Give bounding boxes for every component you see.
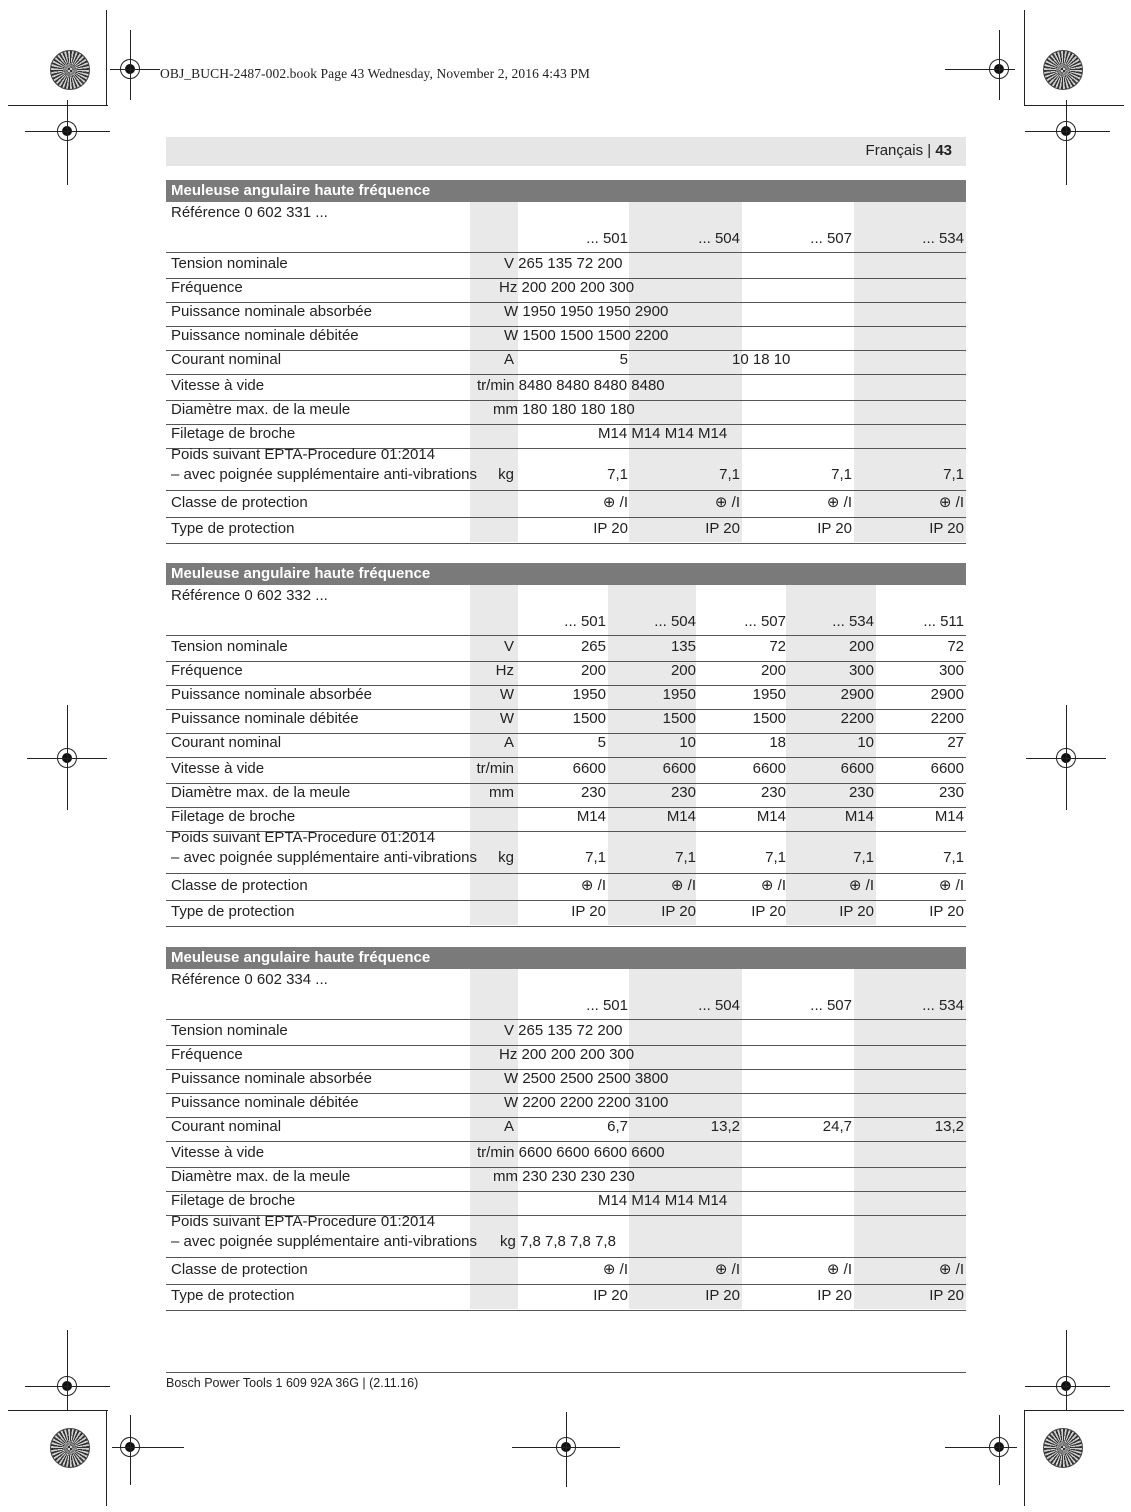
row-label: Type de protection bbox=[171, 1287, 295, 1304]
row-value: IP 20 bbox=[929, 520, 964, 537]
column-shade bbox=[629, 202, 742, 542]
row-label: Puissance nominale absorbée bbox=[171, 686, 372, 703]
row-rule bbox=[166, 926, 966, 927]
row-value: 6600 bbox=[752, 760, 786, 777]
color-bar-icon bbox=[1043, 1428, 1083, 1468]
column-header: ... 501 bbox=[564, 613, 606, 630]
row-label: Puissance nominale absorbée bbox=[171, 1070, 372, 1087]
row-label: Puissance nominale débitée bbox=[171, 327, 359, 344]
column-shade bbox=[470, 585, 518, 925]
row-value: 7,1 bbox=[831, 466, 852, 483]
row-value: ⊕ /I bbox=[580, 877, 606, 894]
row-label: Courant nominal bbox=[171, 351, 282, 368]
column-shade bbox=[470, 202, 518, 542]
row-unit: kg bbox=[498, 849, 514, 866]
row-value: 1500 bbox=[662, 710, 696, 727]
spec-table bbox=[166, 947, 966, 1312]
row-rule bbox=[166, 1141, 966, 1142]
row-value: 24,7 bbox=[822, 1118, 852, 1135]
row-value: IP 20 bbox=[661, 903, 696, 920]
column-header: ... 501 bbox=[586, 230, 628, 247]
row-label: Vitesse à vide bbox=[171, 377, 265, 394]
row-value: 7,1 bbox=[607, 466, 628, 483]
row-value-text: V 265 135 72 200 bbox=[504, 1022, 623, 1039]
row-unit: A bbox=[503, 1118, 514, 1135]
row-value: IP 20 bbox=[751, 903, 786, 920]
row-label-detail: – avec poignée supplémentaire anti-vibrations bbox=[171, 466, 478, 483]
row-value: 6,7 bbox=[607, 1118, 628, 1135]
row-value-text: Hz 200 200 200 300 bbox=[499, 1046, 635, 1063]
row-label: Classe de protection bbox=[171, 494, 308, 511]
row-label: Courant nominal bbox=[171, 1118, 282, 1135]
row-value: 2900 bbox=[930, 686, 964, 703]
row-rule bbox=[166, 374, 966, 375]
column-shade bbox=[629, 969, 742, 1309]
row-label: Poids suivant EPTA-Procedure 01:2014 bbox=[171, 829, 436, 846]
row-label-detail: – avec poignée supplémentaire anti-vibrations bbox=[171, 849, 478, 866]
row-rule bbox=[166, 1284, 966, 1285]
row-label: Courant nominal bbox=[171, 734, 282, 751]
row-rule bbox=[166, 635, 966, 636]
row-value: 13,2 bbox=[934, 1118, 964, 1135]
spec-table bbox=[166, 180, 966, 545]
row-value: IP 20 bbox=[705, 520, 740, 537]
color-bar-icon bbox=[50, 50, 90, 90]
row-unit: W bbox=[499, 686, 514, 703]
row-value: 230 bbox=[760, 784, 786, 801]
row-rule bbox=[166, 1257, 966, 1258]
row-value: ⊕ /I bbox=[826, 1261, 852, 1278]
row-label: Diamètre max. de la meule bbox=[171, 401, 351, 418]
row-value: 18 bbox=[769, 734, 786, 751]
row-value: 230 bbox=[938, 784, 964, 801]
row-value: 200 bbox=[580, 662, 606, 679]
row-value-text: mm 180 180 180 180 bbox=[493, 401, 635, 418]
page-footer: Bosch Power Tools 1 609 92A 36G | (2.11.16) bbox=[166, 1376, 419, 1390]
row-label: Diamètre max. de la meule bbox=[171, 784, 351, 801]
row-label: Tension nominale bbox=[171, 638, 288, 655]
row-value-text: M14 M14 M14 M14 bbox=[598, 1192, 728, 1209]
color-bar-icon bbox=[1043, 50, 1083, 90]
column-shade bbox=[854, 969, 966, 1309]
row-label: Classe de protection bbox=[171, 877, 308, 894]
column-header: ... 507 bbox=[744, 613, 786, 630]
print-imprint: OBJ_BUCH-2487-002.book Page 43 Wednesday, November 2, 2016 4:43 PM bbox=[160, 66, 590, 81]
row-label: Tension nominale bbox=[171, 255, 288, 272]
row-value: 7,1 bbox=[765, 849, 786, 866]
row-value: ⊕ /I bbox=[938, 877, 964, 894]
row-value: M14 bbox=[576, 808, 606, 825]
row-label: Vitesse à vide bbox=[171, 1144, 265, 1161]
row-unit: mm bbox=[489, 784, 514, 801]
row-value: 230 bbox=[580, 784, 606, 801]
table-title: Meuleuse angulaire haute fréquence bbox=[166, 947, 966, 969]
row-rule bbox=[166, 252, 966, 253]
row-value: ⊕ /I bbox=[760, 877, 786, 894]
row-label: Puissance nominale débitée bbox=[171, 710, 359, 727]
row-value: 2200 bbox=[930, 710, 964, 727]
row-label: Puissance nominale débitée bbox=[171, 1094, 359, 1111]
column-header: ... 507 bbox=[810, 230, 852, 247]
column-header: ... 511 bbox=[923, 613, 964, 630]
row-label: Fréquence bbox=[171, 279, 243, 296]
row-label: Classe de protection bbox=[171, 1261, 308, 1278]
row-value: 2900 bbox=[840, 686, 874, 703]
footer-rule bbox=[166, 1372, 966, 1373]
row-label: Filetage de broche bbox=[171, 425, 296, 442]
column-shade bbox=[470, 969, 518, 1309]
row-value: ⊕ /I bbox=[714, 494, 740, 511]
row-value: 135 bbox=[670, 638, 696, 655]
row-value: ⊕ /I bbox=[826, 494, 852, 511]
row-value: IP 20 bbox=[929, 1287, 964, 1304]
row-value: 300 bbox=[848, 662, 874, 679]
row-rule bbox=[166, 517, 966, 518]
row-value: ⊕ /I bbox=[938, 494, 964, 511]
language-label: Français bbox=[865, 142, 924, 159]
row-value: 7,1 bbox=[675, 849, 696, 866]
column-header: ... 534 bbox=[922, 230, 964, 247]
row-unit: V bbox=[503, 638, 514, 655]
row-value-text: V 265 135 72 200 bbox=[504, 255, 623, 272]
row-value-text: W 1950 1950 1950 2900 bbox=[504, 303, 669, 320]
row-value: 72 bbox=[769, 638, 786, 655]
table-title: Meuleuse angulaire haute fréquence bbox=[166, 563, 966, 585]
row-value: 7,1 bbox=[943, 466, 964, 483]
row-value: 1950 bbox=[662, 686, 696, 703]
row-unit: kg bbox=[498, 466, 514, 483]
row-label: Type de protection bbox=[171, 903, 295, 920]
column-header: ... 504 bbox=[698, 230, 740, 247]
row-value: 1500 bbox=[572, 710, 606, 727]
row-rule bbox=[166, 873, 966, 874]
row-unit: W bbox=[499, 710, 514, 727]
row-label-detail: – avec poignée supplémentaire anti-vibrations bbox=[171, 1233, 478, 1250]
row-value: 230 bbox=[670, 784, 696, 801]
row-value-text: tr/min 6600 6600 6600 6600 bbox=[477, 1144, 665, 1161]
row-value: 7,1 bbox=[719, 466, 740, 483]
row-unit: tr/min bbox=[476, 760, 514, 777]
spec-table bbox=[166, 563, 966, 928]
column-shade bbox=[854, 202, 966, 542]
page-header bbox=[166, 137, 966, 166]
row-label: Poids suivant EPTA-Procedure 01:2014 bbox=[171, 1213, 436, 1230]
row-rule bbox=[166, 757, 966, 758]
column-shade bbox=[786, 585, 876, 925]
row-rule bbox=[166, 543, 966, 544]
row-value: 1500 bbox=[752, 710, 786, 727]
row-value: 10 bbox=[679, 734, 696, 751]
row-value: 230 bbox=[848, 784, 874, 801]
row-value: 200 bbox=[760, 662, 786, 679]
table-title: Meuleuse angulaire haute fréquence bbox=[166, 180, 966, 202]
column-header: ... 504 bbox=[698, 997, 740, 1014]
row-value: 10 18 10 bbox=[732, 351, 791, 368]
row-value: M14 bbox=[756, 808, 786, 825]
row-value: 6600 bbox=[930, 760, 964, 777]
column-header: ... 501 bbox=[586, 997, 628, 1014]
row-value: 200 bbox=[670, 662, 696, 679]
row-unit: Hz bbox=[495, 662, 514, 679]
row-value: IP 20 bbox=[593, 520, 628, 537]
row-value: 27 bbox=[947, 734, 964, 751]
row-label: Fréquence bbox=[171, 662, 243, 679]
row-value: ⊕ /I bbox=[602, 494, 628, 511]
row-value: 200 bbox=[848, 638, 874, 655]
row-label: Puissance nominale absorbée bbox=[171, 303, 372, 320]
row-value: ⊕ /I bbox=[938, 1261, 964, 1278]
row-value: 265 bbox=[580, 638, 606, 655]
row-rule bbox=[166, 900, 966, 901]
row-rule bbox=[166, 490, 966, 491]
row-unit: A bbox=[503, 734, 514, 751]
row-label: Type de protection bbox=[171, 520, 295, 537]
row-value: IP 20 bbox=[817, 1287, 852, 1304]
row-label: Filetage de broche bbox=[171, 808, 296, 825]
row-value: 6600 bbox=[662, 760, 696, 777]
row-value: 2200 bbox=[840, 710, 874, 727]
row-value: 1950 bbox=[752, 686, 786, 703]
column-shade bbox=[608, 585, 696, 925]
row-label: Vitesse à vide bbox=[171, 760, 265, 777]
row-value: 13,2 bbox=[710, 1118, 740, 1135]
row-value-text: W 2500 2500 2500 3800 bbox=[504, 1070, 669, 1087]
row-value: 6600 bbox=[840, 760, 874, 777]
row-label: Diamètre max. de la meule bbox=[171, 1168, 351, 1185]
row-value: 10 bbox=[857, 734, 874, 751]
row-value-text: kg 7,8 7,8 7,8 7,8 bbox=[500, 1233, 616, 1250]
row-value: IP 20 bbox=[929, 903, 964, 920]
row-value: 7,1 bbox=[585, 849, 606, 866]
row-value: IP 20 bbox=[705, 1287, 740, 1304]
row-value-text: Hz 200 200 200 300 bbox=[499, 279, 635, 296]
row-label: Tension nominale bbox=[171, 1022, 288, 1039]
row-value: M14 bbox=[666, 808, 696, 825]
column-header: ... 534 bbox=[832, 613, 874, 630]
reference-number: Référence 0 602 334 ... bbox=[171, 971, 328, 988]
row-value: M14 bbox=[934, 808, 964, 825]
row-value-text: M14 M14 M14 M14 bbox=[598, 425, 728, 442]
row-rule bbox=[166, 1310, 966, 1311]
row-value: IP 20 bbox=[571, 903, 606, 920]
row-value-text: W 2200 2200 2200 3100 bbox=[504, 1094, 669, 1111]
row-value: ⊕ /I bbox=[714, 1261, 740, 1278]
row-value: ⊕ /I bbox=[848, 877, 874, 894]
page-number: 43 bbox=[935, 142, 952, 159]
row-value: 7,1 bbox=[853, 849, 874, 866]
reference-number: Référence 0 602 331 ... bbox=[171, 204, 328, 221]
row-label: Filetage de broche bbox=[171, 1192, 296, 1209]
reference-number: Référence 0 602 332 ... bbox=[171, 587, 328, 604]
row-rule bbox=[166, 1019, 966, 1020]
row-value: ⊕ /I bbox=[602, 1261, 628, 1278]
row-value: M14 bbox=[844, 808, 874, 825]
row-value: 300 bbox=[938, 662, 964, 679]
page-header-label bbox=[866, 142, 952, 159]
row-value: 72 bbox=[947, 638, 964, 655]
row-unit: A bbox=[503, 351, 514, 368]
row-value: 6600 bbox=[572, 760, 606, 777]
row-value: 1950 bbox=[572, 686, 606, 703]
row-value-text: W 1500 1500 1500 2200 bbox=[504, 327, 669, 344]
row-value: 5 bbox=[597, 734, 606, 751]
row-value: IP 20 bbox=[817, 520, 852, 537]
row-value: IP 20 bbox=[839, 903, 874, 920]
row-value-text: tr/min 8480 8480 8480 8480 bbox=[477, 377, 665, 394]
column-header: ... 504 bbox=[654, 613, 696, 630]
column-header: ... 534 bbox=[922, 997, 964, 1014]
header-separator: | bbox=[923, 142, 936, 159]
row-value: 7,1 bbox=[943, 849, 964, 866]
row-value-text: mm 230 230 230 230 bbox=[493, 1168, 635, 1185]
row-label: Poids suivant EPTA-Procedure 01:2014 bbox=[171, 446, 436, 463]
color-bar-icon bbox=[50, 1428, 90, 1468]
row-value: 5 bbox=[619, 351, 628, 368]
column-header: ... 507 bbox=[810, 997, 852, 1014]
row-label: Fréquence bbox=[171, 1046, 243, 1063]
row-value: ⊕ /I bbox=[670, 877, 696, 894]
row-value: IP 20 bbox=[593, 1287, 628, 1304]
